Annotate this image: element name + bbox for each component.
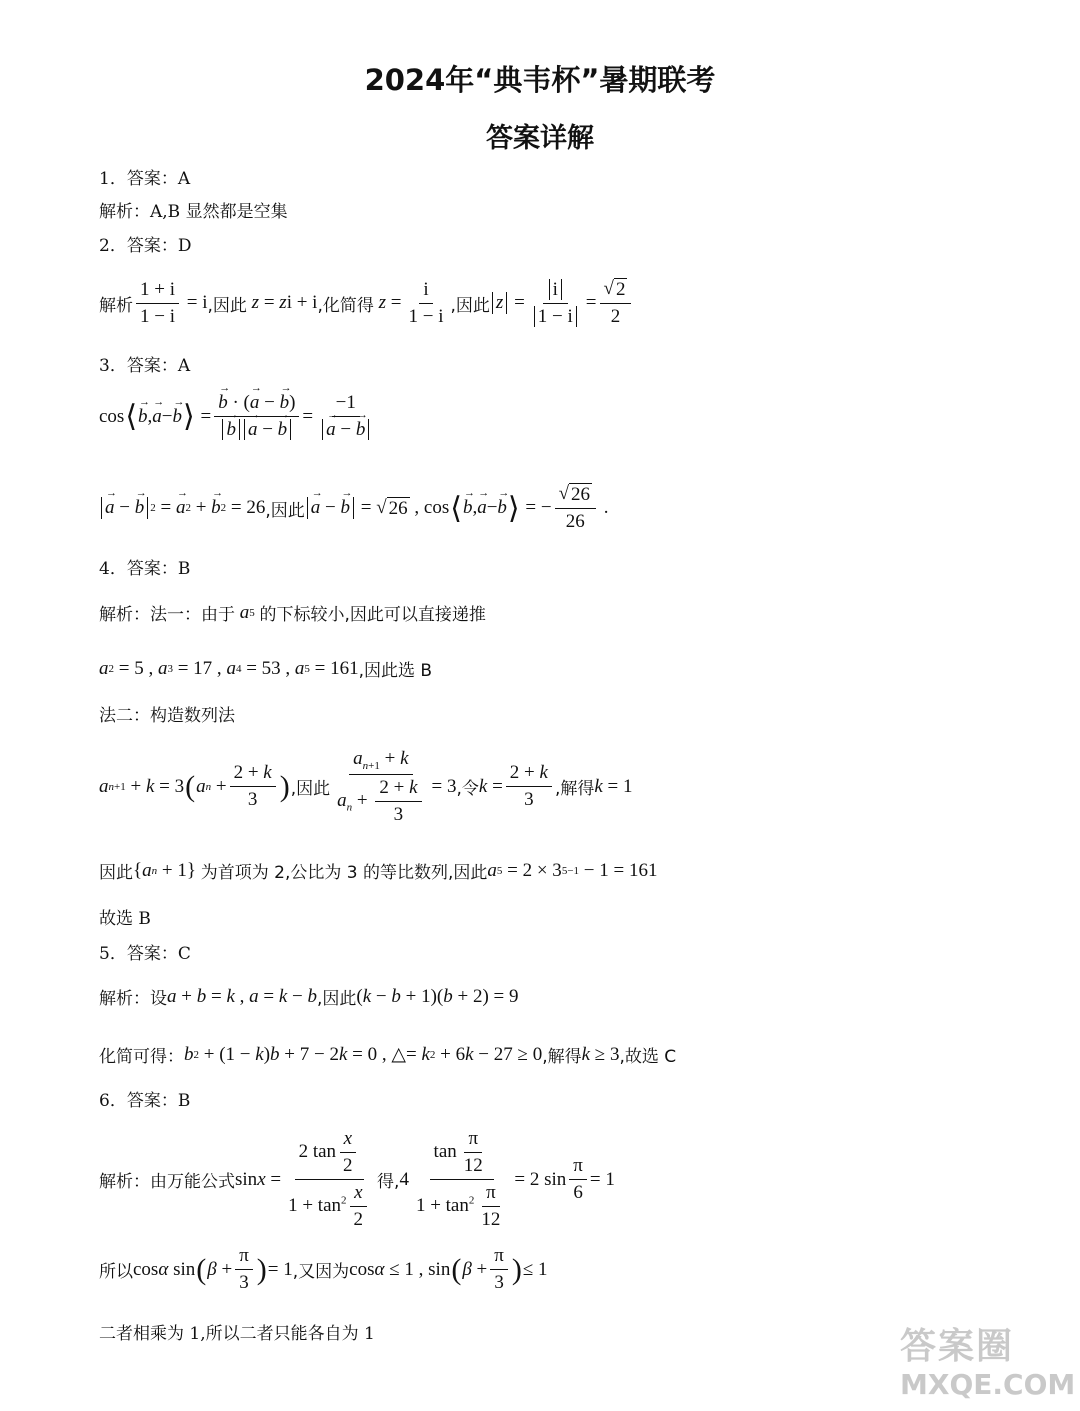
q4-select: ,因此选 B xyxy=(358,661,433,681)
q4-analysis-b: 的下标较小,因此可以直接递推 xyxy=(259,605,486,625)
q5-select: ,故选 C xyxy=(619,1047,677,1067)
watermark-top: 答案圈 xyxy=(900,1326,1015,1367)
page-subtitle: 答案详解 xyxy=(486,123,594,154)
q6-cos-sin: 所以 cos α sin ( β + $\frac{\pi}{3}$ ) = 1 ,又因为 cos α ≤ 1 , sin ( β + $\frac{\pi}{3}$ ) ≤ 1 xyxy=(99,1245,548,1293)
q2-label: 解析 xyxy=(99,295,133,316)
q4-conclusion: 故选 B xyxy=(99,909,151,929)
q4-because-start: 因此 xyxy=(99,863,133,883)
q4-let: ,令 xyxy=(456,779,479,800)
watermark-bottom: MXQE.COM xyxy=(900,1368,1076,1401)
q1-answer: 1．答案：A xyxy=(99,169,191,189)
q2-answer: 2．答案：D xyxy=(99,236,192,256)
q4-solve: ,解得 xyxy=(554,779,595,800)
q6-also: ,又因为 xyxy=(292,1262,350,1282)
q6-formula: 解析：由万能公式 sin x = 2 tan $\frac{x}{2}$ $1 + \tan^2$ $\frac{x}{2}$ 得, 4 tan $\frac{\pi}{12}$ $1 + \tan^2$ $\frac{\pi}{12}$ = 2 sin $\frac{\pi}{6}$ = 1 xyxy=(99,1128,615,1230)
q4-recursion: a 2 = 5 , a 3 = 17 , a 4 = 53 , a 5 = 161 ,因此选 B xyxy=(99,657,433,681)
q2-formula: 解析 $\frac{1 + i}{1 - i}$ = i ,因此 z = z i + i ,化简得 z = $\frac{i}{1 - i}$ ,因此 z = $\frac{i}{1 - i}$ = √ 2 2 xyxy=(99,278,634,328)
q4-analysis: 解析：法一：由于 a 5 的下标较小,因此可以直接递推 xyxy=(99,601,486,625)
q2-because: ,因此 xyxy=(207,295,247,316)
q4-because: ,因此 xyxy=(290,779,331,800)
q5-substitution: 解析：设 a + b = k , a = k − b ,因此 ( k − b + 1)( b + 2) = 9 xyxy=(99,985,519,1009)
q5-solve: ,解得 xyxy=(542,1047,582,1067)
page-title: 2024年“典韦杯”暑期联考 xyxy=(364,63,716,97)
q6-conclusion: 二者相乘为 1,所以二者只能各自为 1 xyxy=(99,1324,375,1344)
q4-answer: 4．答案：B xyxy=(99,559,191,579)
q4-construct: a n+1 + k = 3 ( a n + $\frac{2 + k}{3}$ ) ,因此 $a_{n+1} + k$ $a_n$ + $\frac{2 + k}{3}$ = 3 ,令 k = $\frac{2 + k}{3}$ ,解得 k = 1 xyxy=(99,748,633,825)
q4-geometric: 因此 { a n + 1} 为首项为 2,公比为 3 的等比数列,因此 a 5 = 2 × 3 5−1 − 1 = 161 xyxy=(99,859,658,883)
q6-answer: 6．答案：B xyxy=(99,1091,191,1111)
q2-because2: ,因此 xyxy=(450,295,490,316)
q3-because: ,因此 xyxy=(265,500,305,521)
q3-formula-cos: cos ⟨ → b , → a − → b ⟩ = → b · (→ a − → b) → b→ a − → b = −1 → a − → b xyxy=(99,392,378,441)
q5-answer: 5．答案：C xyxy=(99,944,191,964)
q6-get: 得, xyxy=(377,1172,400,1192)
q4-method2: 法二：构造数列法 xyxy=(99,706,235,726)
q2-simplify: ,化简得 xyxy=(317,295,374,316)
q1-analysis: 解析：A,B 显然都是空集 xyxy=(99,202,288,222)
q5-label: 解析：设 xyxy=(99,989,167,1009)
q5-simplify: 化简可得： b 2 + (1 − k ) b + 7 − 2 k = 0 , △= k 2 + 6 k − 27 ≥ 0 ,解得 k ≥ 3 ,故选 C xyxy=(99,1043,677,1067)
q5-simplify-label: 化简可得： xyxy=(99,1047,184,1067)
q3-answer: 3．答案：A xyxy=(99,356,191,376)
q4-analysis-a: 解析：法一：由于 xyxy=(99,605,235,625)
q5-because: ,因此 xyxy=(317,989,357,1009)
q4-geometric-text: 为首项为 2,公比为 3 的等比数列,因此 xyxy=(200,863,488,883)
q6-so: 所以 xyxy=(99,1262,133,1282)
q6-label: 解析：由万能公式 xyxy=(99,1172,235,1192)
q3-formula-norm: → a − → b 2 = → a 2 + → b 2 = 26 ,因此 → a − → b = √ 26 , cos ⟨ → b , → a − → b ⟩ = − √ 26 26 . xyxy=(99,483,609,533)
watermark-logo xyxy=(900,1318,1076,1408)
